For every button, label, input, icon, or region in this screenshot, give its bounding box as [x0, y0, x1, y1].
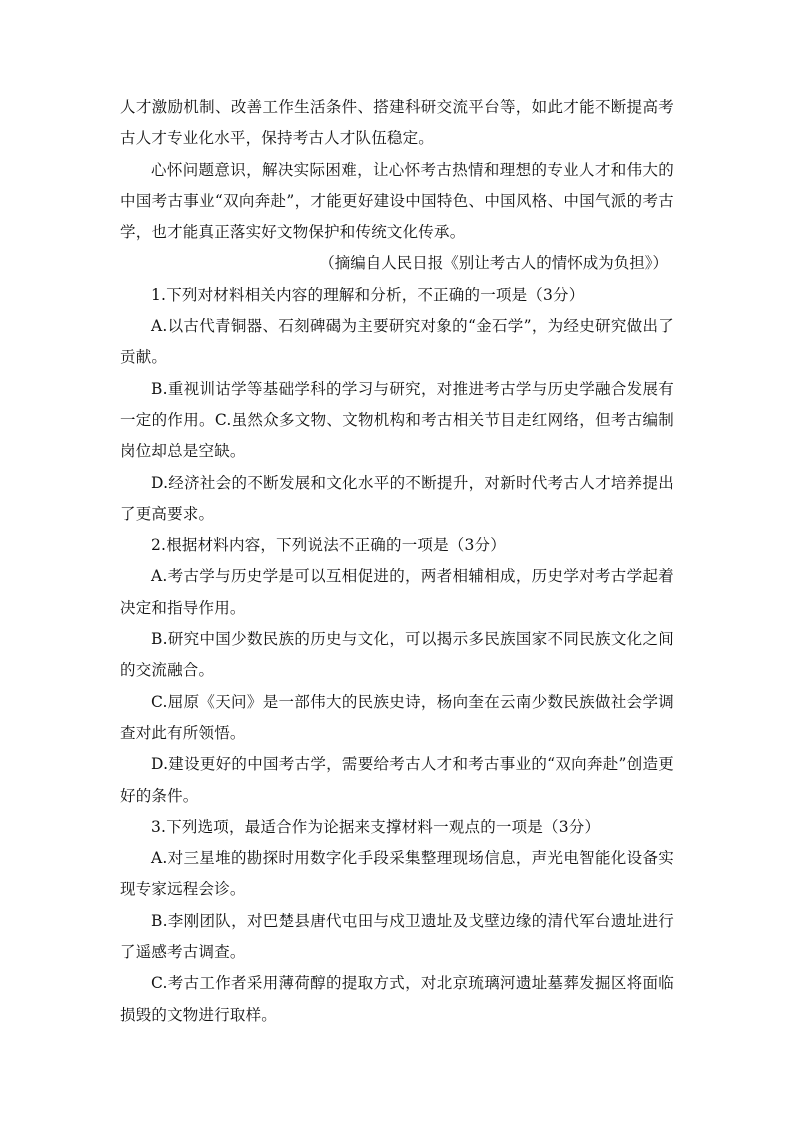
question-option: A.考古学与历史学是可以互相促进的，两者相辅相成，历史学对考古学起着决定和指导作用。: [120, 567, 674, 617]
document-body: [120, 92, 674, 1031]
question-option: A.以古代青铜器、石刻碑碣为主要研究对象的“金石学”，为经史研究做出了贡献。: [120, 317, 674, 367]
question-option: D.经济社会的不断发展和文化水平的不断提升，对新时代考古人才培养提出了更高要求。: [120, 473, 674, 523]
question-option: B.研究中国少数民族的历史与文化，可以揭示多民族国家不同民族文化之间的交流融合。: [120, 630, 674, 680]
question-option: C.屈原《天问》是一部伟大的民族史诗，杨向奎在云南少数民族做社会学调查对此有所领悟。: [120, 692, 674, 742]
question-stem: 3.下列选项，最适合作为论据来支撑材料一观点的一项是（3分）: [151, 817, 601, 836]
question-option: B.重视训诂学等基础学科的学习与研究，对推进考古学与历史学融合发展有一定的作用。C.虽然众多文物、文物机构和考古相关节目走红网络，但考古编制岗位却总是空缺。: [120, 379, 674, 461]
question-stem: 1.下列对材料相关内容的理解和分析，不正确的一项是（3分）: [151, 285, 585, 304]
question-option: D.建设更好的中国考古学，需要给考古人才和考古事业的“双向奔赴”创造更好的条件。: [120, 755, 674, 805]
question-option: C.考古工作者采用薄荷醇的提取方式，对北京琉璃河遗址墓葬发掘区将面临损毁的文物进行取样。: [120, 974, 674, 1024]
source-citation: （摘编自人民日报《别让考古人的情怀成为负担》）: [319, 254, 668, 273]
question-option: A.对三星堆的勘探时用数字化手段采集整理现场信息，声光电智能化设备实现专家远程会诊。: [120, 849, 674, 899]
body-paragraph: 人才激励机制、改善工作生活条件、搭建科研交流平台等，如此才能不断提高考古人才专业化水平，保持考古人才队伍稳定。: [120, 98, 674, 148]
question-option: B.李刚团队，对巴楚县唐代屯田与戍卫遗址及戈壁边缘的清代军台遗址进行了遥感考古调查。: [120, 911, 674, 962]
question-stem: 2.根据材料内容，下列说法不正确的一项是（3分）: [151, 536, 506, 555]
body-paragraph: 心怀问题意识，解决实际困难，让心怀考古热情和理想的专业人才和伟大的中国考古事业“双向奔赴”，才能更好建设中国特色、中国风格、中国气派的考古学，也才能真正落实好文物保护和传统文化传承。: [120, 160, 674, 242]
